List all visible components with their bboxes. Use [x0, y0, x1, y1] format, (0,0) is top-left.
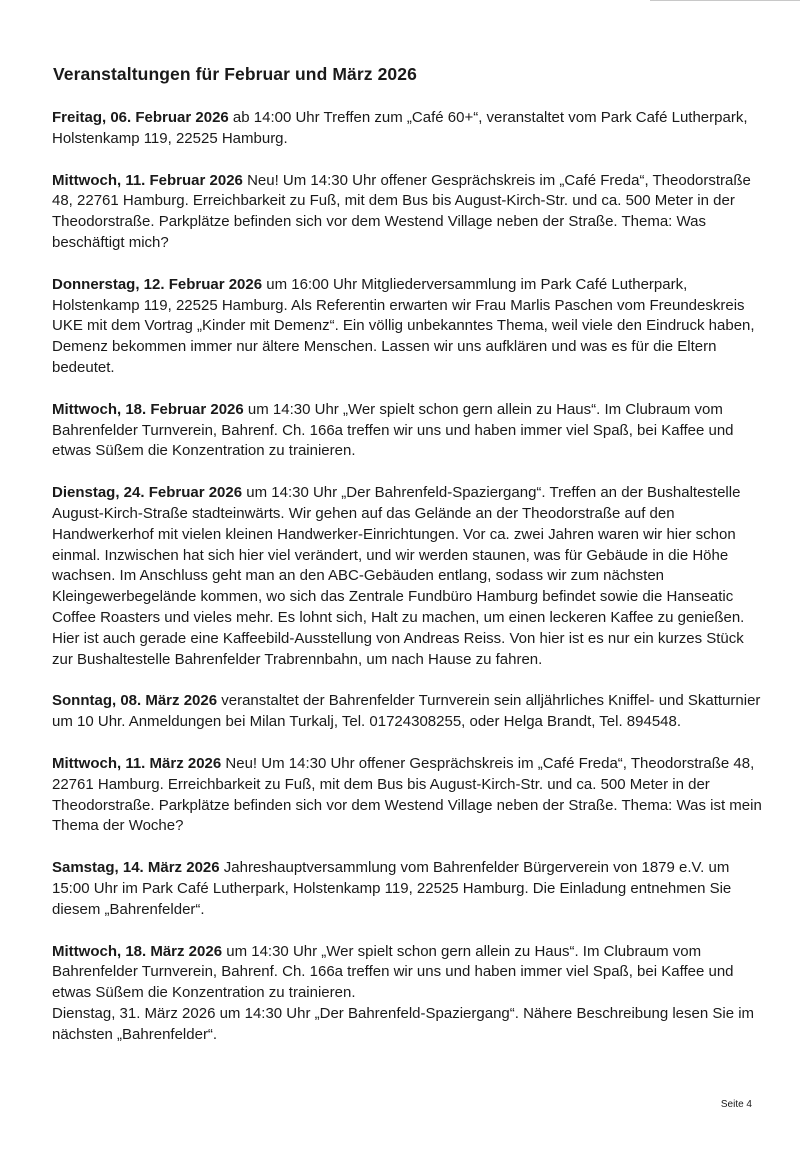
event-text: um 14:30 Uhr „Wer spielt schon gern allein zu Haus“. Im Clubraum vom Bahrenfelder Turnverein, Bahrenf. Ch. 166a treffen wir uns und haben immer viel Spaß, bei Kaffee und etwas Süßem die Konzentration zu trainieren. [52, 942, 734, 1002]
event-date: Freitag, 06. Februar 2026 [52, 109, 229, 126]
scan-edge-line [650, 0, 800, 4]
event-note: Dienstag, 31. März 2026 um 14:30 Uhr „Der Bahrenfeld-Spaziergang“. Nähere Beschreibung lesen Sie im nächsten „Bahrenfelder“. [52, 1004, 755, 1043]
event-entry [52, 691, 764, 733]
event-date: Sonntag, 08. März 2026 [52, 692, 218, 710]
event-date: Mittwoch, 18. Februar 2026 [52, 400, 244, 418]
event-list [52, 108, 764, 1066]
event-text: ab 14:00 Uhr Treffen zum „Café 60+“, veranstaltet vom Park Café Lutherpark, Holstenkamp 119, 22525 Hamburg. [52, 109, 748, 147]
event-date: Mittwoch, 11. März 2026 [52, 754, 222, 772]
page-title: Veranstaltungen für Februar und März 2026 [53, 64, 417, 84]
event-entry [52, 483, 764, 670]
event-date: Donnerstag, 12. Februar 2026 [52, 275, 263, 293]
event-entry [52, 171, 764, 254]
event-entry [52, 858, 764, 920]
event-date: Dienstag, 24. Februar 2026 [52, 484, 243, 502]
event-text: um 16:00 Uhr Mitgliederversammlung im Park Café Lutherpark, Holstenkamp 119, 22525 Hamburg. Als Referentin erwarten wir Frau Marlis Paschen vom Freundeskreis UKE mit dem Vortrag „Kinder mit Demenz“. Ein völlig unbekanntes Thema, weil viele den Eindruck haben, Demenz bekommen immer nur ältere Menschen. Lassen wir uns aufklären und was es für die Eltern bedeutet. [52, 275, 755, 376]
event-text: um 14:30 Uhr „Der Bahrenfeld-Spaziergang“. Treffen an der Bushaltestelle August-Kirch-Straße stadteinwärts. Wir gehen auf das Gelände an der Theodorstraße auf den Handwerkerhof mit vielen kleinen Handwerker-Einrichtungen. Vor ca. zwei Jahren waren wir hier schon einmal. Inzwischen hat sich hier viel verändert, und wir werden staunen, was für Gebäude in die Höhe wachsen. Im Anschluss geht man an den ABC-Gebäuden entlang, sodass wir zum nächsten Kleingewerbegelände kommen, wo sich das Zentrale Fundbüro Hamburg befindet sowie die Hanseatic Coffee Roasters und vieles mehr. Es lohnt sich, Halt zu machen, um einen leckeren Kaffee zu genießen. Hier ist auch gerade eine Kaffeebild-Ausstellung von Andreas Reiss. Von hier ist es nur ein kurzes Stück zur Bushaltestelle Bahrenfelder Trabrennbahn, um nach Hause zu fahren. [52, 484, 745, 668]
event-date: Mittwoch, 18. März 2026 [52, 942, 223, 960]
event-entry [52, 400, 764, 462]
page-number: Seite 4 [720, 1099, 752, 1110]
event-date: Samstag, 14. März 2026 [52, 859, 220, 877]
event-text: Neu! Um 14:30 Uhr offener Gesprächskreis im „Café Freda“, Theodorstraße 48, 22761 Hamburg. Erreichbarkeit zu Fuß, mit dem Bus bis August-Kirch-Str. und ca. 500 Meter in der Theodorstraße. Parkplätze befinden sich vor dem Westend Village neben der Straße. Thema: Was beschäftigt mich? [52, 171, 751, 251]
event-text: veranstaltet der Bahrenfelder Turnverein sein alljährliches Kniffel- und Skatturnier um 10 Uhr. Anmeldungen bei Milan Turkalj, Tel. 01724308255, oder Helga Brandt, Tel. 894548. [52, 692, 761, 731]
event-date: Mittwoch, 11. Februar 2026 [52, 171, 243, 189]
event-entry [52, 275, 764, 379]
event-text: Jahreshauptversammlung vom Bahrenfelder Bürgerverein von 1879 e.V. um 15:00 Uhr im Park Café Lutherpark, Holstenkamp 119, 22525 Hamburg. Die Einladung entnehmen Sie diesem „Bahrenfelder“. [52, 859, 732, 918]
event-text: Neu! Um 14:30 Uhr offener Gesprächskreis im „Café Freda“, Theodorstraße 48, 22761 Hamburg. Erreichbarkeit zu Fuß, mit dem Bus bis August-Kirch-Str. und ca. 500 Meter in der Theodorstraße. Parkplätze befinden sich vor dem Westend Village neben der Straße. Thema: Was ist mein Thema der Woche? [52, 754, 762, 835]
event-entry [52, 754, 764, 837]
event-text: um 14:30 Uhr „Wer spielt schon gern allein zu Haus“. Im Clubraum vom Bahrenfelder Turnverein, Bahrenf. Ch. 166a treffen wir uns und haben immer viel Spaß, bei Kaffee und etwas Süßem die Konzentration zu trainieren. [52, 400, 734, 460]
event-entry [52, 942, 764, 1046]
event-entry [52, 108, 764, 150]
